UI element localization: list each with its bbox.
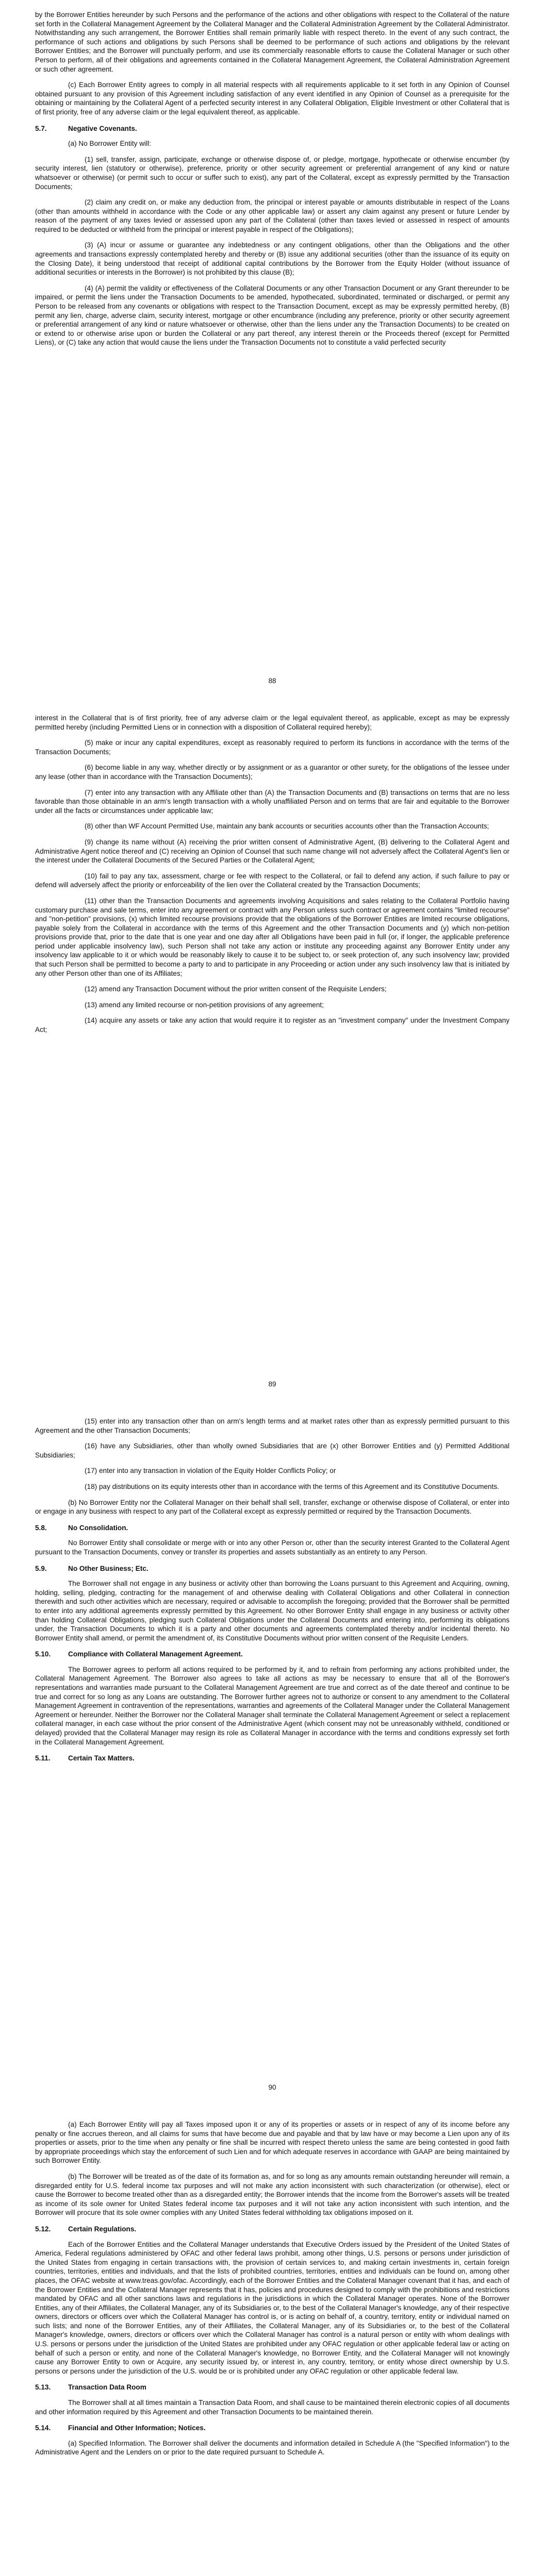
section-title: No Consolidation. (68, 1523, 128, 1532)
section-heading-5-10 (35, 1650, 509, 1659)
section-heading-5-7 (35, 124, 509, 133)
section-heading-5-14 (35, 2424, 509, 2433)
page-body (35, 10, 509, 347)
clause-13: (13) amend any limited recourse or non-petition provisions of any agreement; (85, 1001, 324, 1009)
section-title: Compliance with Collateral Management Agreement. (68, 1650, 243, 1658)
section-number: 5.7. (35, 124, 47, 132)
section-heading-5-11 (35, 1754, 509, 1763)
page-number: 88 (268, 677, 276, 685)
page-number: 90 (268, 2083, 276, 2091)
page-number: 89 (268, 1380, 276, 1388)
paragraph-5-12: Each of the Borrower Entities and the Collateral Manager understands that Executive Orders issued by the President of the United States of America, Federal regulations administered by OFAC and other federal laws prohibit, among other things, U.S. persons or persons under jurisdiction of the United States from engaging in certain transactions with, the provision of certain services to, and making certain investments in, certain foreign countries, territories, entities and individuals, and that the lists of prohibited countries, territories, entities and individuals can be found on, among other places, the OFAC website at www.treas.gov/ofac. Accordingly, each of the Borrower Entities and the Collateral Manager covenant that it has, and each of the Borrower Entities and the Collateral Manager represents that it has, policies and procedures designed to comply with the prohibitions and restrictions mandated by OFAC and all other sanctions laws and regulations in the jurisdictions in which the Collateral Manager operates. None of the Borrower Entities, any of their Affiliates, the Collateral Manager, any of its Subsidiaries or, to the best of the Collateral Manager's knowledge, any of their respective owners, directors or officers over which the Collateral Manager has control is, or is acting on behalf of, a country, territory, entity or individual named on such lists; and none of the Borrower Entities, any of their Affiliates, the Collateral Manager, any of its Subsidiaries or, to the best of the Collateral Manager's knowledge, owners, directors or officers over which the Collateral Manager has control is a natural person or entity with whom dealings with U.S. persons or persons under the jurisdiction of the United States are prohibited under any OFAC regulation or other applicable federal law or acting on behalf of such a person or entity, and none of the Collateral Manager's knowledge, no Borrower Entity, and the Collateral Manager will not knowingly cause any Borrower Entity to own or Acquire, any security issued by, or interest in, any country, territory, or entity whose direct ownership by U.S. persons or persons under the jurisdiction of the U.S. would be or is prohibited under any OFAC regulation or other applicable federal law. (35, 2240, 509, 2375)
section-number: 5.14. (35, 2424, 51, 2432)
clause-10: (10) fail to pay any tax, assessment, charge or fee with respect to the Collateral, or fail to defend any action, if such failure to pay or defend will adversely affect the priority or enforceability of the lien over the Collateral created by the Transaction Documents; (35, 872, 509, 889)
paragraph-5-14-a: (a) Specified Information. The Borrower shall deliver the documents and information detailed in Schedule A (the "Specified Information") to the Administrative Agent and the Lenders on or prior to the date required pursuant to Schedule A. (35, 2439, 509, 2456)
paragraph-5-6-c: (c) Each Borrower Entity agrees to comply in all material respects with all requirements applicable to it set forth in any Opinion of Counsel obtained pursuant to any provision of this Agreement including satisfaction of any event identified in any Opinion of Counsel as a prerequisite for the obtaining or maintaining by the Collateral Agent of a perfected security interest in any Collateral Obligation, Eligible Investment or other Collateral that is of first priority, free of any adverse claim or the legal equivalent thereof, as applicable. (35, 81, 509, 116)
page-91 (35, 2120, 509, 2576)
page-89 (35, 714, 509, 1417)
paragraph-5-7-a: (a) No Borrower Entity will: (68, 140, 151, 148)
section-title: Certain Tax Matters. (68, 1754, 135, 1762)
page-90 (35, 1417, 509, 2120)
section-number: 5.8. (35, 1523, 47, 1532)
page-88 (35, 10, 509, 714)
page-body (35, 2120, 509, 2457)
clause-2: (2) claim any credit on, or make any deduction from, the principal or interest payable or amounts distributable in respect of the Loans (other than amounts withheld in accordance with the Code or any other applicable law) or assert any claim against any present or future Lender by reason of the payment of any taxes levied or assessed upon any part of the Collateral (other than taxes levied or assessed in respect of amounts required to be deducted or withheld from the principal or interest payable in respect of the Obligations); (35, 198, 509, 233)
paragraph-5-10: The Borrower agrees to perform all actions required to be performed by it, and to refrain from performing any actions prohibited under, the Collateral Management Agreement. The Borrower also agrees to take all actions as may be necessary to ensure that all of the Borrower's representations and warranties made pursuant to the Collateral Management Agreement are true and correct as of the date thereof and continue to be true and correct for so long as any Loans are outstanding. The Borrower further agrees not to authorize or consent to any amendment to the Collateral Management Agreement in contravention of the representations, warranties and agreements of the Collateral Manager under the Collateral Management Agreement or hereunder. Neither the Borrower nor the Collateral Manager shall terminate the Collateral Management Agreement or select a replacement collateral manager, in each case without the prior consent of the Administrative Agent (which consent may not be unreasonably withheld, conditioned or delayed) provided that the Collateral Manager may resign its role as Collateral Manager in accordance with the terms and conditions expressly set forth in the Collateral Management Agreement. (35, 1665, 509, 1746)
section-heading-5-9 (35, 1564, 509, 1573)
section-number: 5.11. (35, 1754, 51, 1762)
section-number: 5.13. (35, 2383, 51, 2392)
clause-8: (8) other than WF Account Permitted Use, maintain any bank accounts or securities accounts other than the Transaction Accounts; (85, 822, 489, 831)
section-heading-5-13 (35, 2383, 509, 2392)
clause-4: (4) (A) permit the validity or effectiveness of the Collateral Documents or any other Transaction Document or any Grant thereunder to be impaired, or permit the liens under the Transaction Documents to be amended, hypothecated, subordinated, terminated or discharged, or permit any Person to be released from any covenants or obligations with respect to the Transaction Document, except as may be expressly permitted hereby, (B) permit any lien, charge, adverse claim, security interest, mortgage or other encumbrance (including any preference, priority or other security agreement or preferential arrangement of any kind or nature whatsoever or otherwise, other than the liens under any the Transaction Documents) to be created on or extend to or otherwise arise upon or burden the Collateral or any part thereof, any interest therein or the Proceeds thereof (except for Permitted Liens), or (C) take any action that would cause the liens under the Transaction Documents not to constitute a valid perfected security (35, 284, 509, 347)
page-body (35, 714, 509, 1035)
document (35, 10, 509, 2576)
section-title: Certain Regulations. (68, 2225, 137, 2233)
paragraph-5-9: The Borrower shall not engage in any business or activity other than borrowing the Loans pursuant to this Agreement and Acquiring, owning, holding, selling, pledging, contracting for the management of and otherwise dealing with Collateral Obligations and other Collateral in connection therewith and such other activities which are necessary, required or advisable to accomplish the foregoing; provided that the Borrower shall be permitted to enter into any additional agreements expressly permitted by this Agreement. No other Borrower Entity shall engage in any business or activity other than holding Collateral Obligations, pledging such Collateral Obligations under the Collateral Documents and entering into, performing its obligations under, the Transaction Documents to which it is a party and other documents and agreements contemplated thereby and/or incidental thereto. No Borrower Entity shall amend, or permit the amendment of, its Constitutive Documents without prior written consent of the Requisite Lenders. (35, 1580, 509, 1642)
clause-17: (17) enter into any transaction in violation of the Equity Holder Conflicts Policy; or (85, 1467, 336, 1475)
clause-1: (1) sell, transfer, assign, participate, exchange or otherwise dispose of, or pledge, mortgage, hypothecate or otherwise encumber (by security interest, lien (statutory or otherwise), preference, priority or other security agreement or preferential arrangement of any kind or nature whatsoever or otherwise) (or permit such to occur or suffer such to exist), any part of the Collateral, except as expressly permitted by the Transaction Documents; (35, 155, 509, 191)
clause-3: (3) (A) incur or assume or guarantee any indebtedness or any contingent obligations, other than the Obligations and the other agreements and transactions expressly contemplated hereby and thereby or (B) issue any additional securities (other than the issuance of its equity on the Closing Date), it being understood that receipt of additional capital contributions by the Borrower from the Equity Holder (without issuance of additional securities or interests in the Borrower) is not prohibited by this clause (B); (35, 241, 509, 277)
section-heading-5-8 (35, 1523, 509, 1533)
clause-6: (6) become liable in any way, whether directly or by assignment or as a guarantor or other surety, for the obligations of the lessee under any lease (other than in accordance with the Transaction Documents); (35, 764, 509, 781)
clause-9: (9) change its name without (A) receiving the prior written consent of Administrative Agent, (B) delivering to the Collateral Agent and Administrative Agent notice thereof and (C) receiving an Opinion of Counsel that such name change will not adversely affect the Collateral Agent's lien or the interest under the Collateral Documents of the Secured Parties or the Collateral Agent; (35, 838, 509, 865)
paragraph-5-8: No Borrower Entity shall consolidate or merge with or into any other Person or, other than the security interest Granted to the Collateral Agent pursuant to the Transaction Documents, convey or transfer its properties and assets substantially as an entirety to any Person. (35, 1539, 509, 1556)
paragraph-continued: by the Borrower Entities hereunder by such Persons and the performance of the actions and other obligations with respect to the Collateral of the nature set forth in the Collateral Management Agreement by the Collateral Manager and the Collateral Administration Agreement by the Collateral Administrator. Notwithstanding any such arrangement, the Borrower Entities shall remain primarily liable with respect thereto. In the event of any such contract, the performance of such actions and obligations by such Persons shall be deemed to be performance of such actions and obligations by the relevant Borrower Entities; and the Borrower will punctually perform, and use its commercially reasonable efforts to cause the Collateral Manager or such other Person to perform, all of their obligations and agreements contained in the Collateral Management Agreement, the Collateral Administration Agreement or such other agreement. (35, 11, 509, 73)
section-heading-5-12 (35, 2225, 509, 2234)
section-number: 5.10. (35, 1650, 51, 1658)
clause-16: (16) have any Subsidiaries, other than wholly owned Subsidiaries that are (x) other Borrower Entities and (y) Permitted Additional Subsidiaries; (35, 1442, 509, 1459)
paragraph-5-13: The Borrower shall at all times maintain a Transaction Data Room, and shall cause to be maintained therein electronic copies of all documents and other information required by this Agreement and other Transaction Documents to be maintained therein. (35, 2399, 509, 2416)
section-number: 5.12. (35, 2225, 51, 2233)
paragraph-5-7-b: (b) No Borrower Entity nor the Collateral Manager on their behalf shall sell, transfer, exchange or otherwise dispose of Collateral, or enter into or engage in any business with respect to any part of the Collateral except as expressly permitted or required by the Transaction Documents. (35, 1498, 509, 1516)
page-body (35, 1417, 509, 1763)
paragraph-continued: interest in the Collateral that is of first priority, free of any adverse claim or the legal equivalent thereof, as applicable, except as may be expressly permitted hereby (including Permitted Liens or in connection with a disposition of Collateral required hereby); (35, 714, 509, 731)
clause-15: (15) enter into any transaction other than on arm's length terms and at market rates other than as expressly permitted pursuant to this Agreement and the other Transaction Documents; (35, 1417, 509, 1434)
clause-11: (11) other than the Transaction Documents and agreements involving Acquisitions and sales relating to the Collateral Portfolio having customary purchase and sale terms, enter into any agreement or contract with any Person unless such contract or agreement contains "limited recourse" and "non-petition" provisions, (x) which limited recourse provisions provide that the obligations of the Borrower Entities are limited recourse obligations, payable solely from the Collateral in accordance with the terms of this Agreement and the other Transaction Documents and (y) which non-petition provisions provide that, prior to the date that is one year and one day after all Obligations have been paid in full (or, if longer, the applicable preference period under applicable insolvency law), such Person shall not take any action or institute any proceeding against any Borrower Entity under any insolvency law applicable to it or which would be reasonably likely to cause it to be subject to, or seek protection of, any such insolvency law; provided that such Person shall be permitted to become a party to and to participate in any Proceeding or action under any such insolvency law that is initiated by any other Person other than one of its Affiliates; (35, 896, 509, 977)
clause-5: (5) make or incur any capital expenditures, except as reasonably required to perform its functions in accordance with the terms of the Transaction Documents; (35, 739, 509, 756)
section-number: 5.9. (35, 1564, 47, 1572)
section-title: Negative Covenants. (68, 124, 137, 132)
section-title: No Other Business; Etc. (68, 1564, 149, 1572)
paragraph-5-11-a: (a) Each Borrower Entity will pay all Taxes imposed upon it or any of its properties or assets or in respect of any of its income before any penalty or fine accrues thereon, and all claims for sums that have become due and payable and that by law have or may become a Lien upon any of its properties or assets, prior to the time when any penalty or fine shall be incurred with respect thereto unless the same are being contested in good faith by appropriate proceedings which stay the enforcement of such Lien and for which adequate reserves in accordance with GAAP are being maintained by such Borrower Entity. (35, 2121, 509, 2165)
clause-14: (14) acquire any assets or take any action that would require it to register as an "investment company" under the Investment Company Act; (35, 1016, 509, 1034)
section-title: Financial and Other Information; Notices. (68, 2424, 206, 2432)
paragraph-5-11-b: (b) The Borrower will be treated as of the date of its formation as, and for so long as any amounts remain outstanding hereunder will remain, a disregarded entity for U.S. federal income tax purposes and will not make any action inconsistent with such characterization (or otherwise), elect or cause the Borrower to become treated other than as a disregarded entity; the Borrower intends that the income from the Borrower's assets will be treated as income of its sole owner for United States federal income tax purposes and it will not take any action inconsistent with such intention, and the Borrower will procure that its sole owner complies with any United States federal withholding tax obligations imposed on it. (35, 2172, 509, 2217)
clause-7: (7) enter into any transaction with any Affiliate other than (A) the Transaction Documents and (B) transactions on terms that are no less favorable than those obtainable in an arm's length transaction with a wholly unaffiliated Person and on terms that are fair and equitable to the Borrower under all the facts or circumstances under applicable law; (35, 788, 509, 815)
clause-18: (18) pay distributions on its equity interests other than in accordance with the terms of this Agreement and its Constitutive Documents. (85, 1482, 499, 1490)
clause-12: (12) amend any Transaction Document without the prior written consent of the Requisite Lenders; (85, 985, 387, 993)
section-title: Transaction Data Room (68, 2383, 146, 2392)
